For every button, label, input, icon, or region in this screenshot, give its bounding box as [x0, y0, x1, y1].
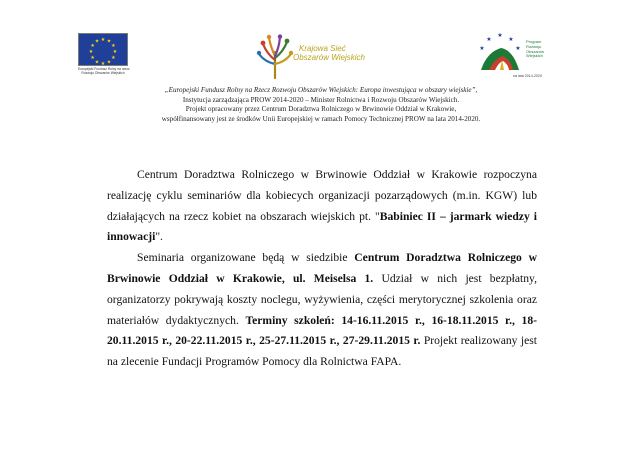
svg-text:★: ★	[106, 59, 112, 65]
prow-line: Obszarów	[526, 48, 545, 54]
eu-flag-icon	[78, 33, 128, 66]
svg-text:★: ★	[90, 43, 95, 49]
svg-text:★: ★	[479, 45, 485, 52]
svg-text:★: ★	[88, 49, 94, 55]
eu-caption	[78, 67, 128, 75]
svg-text:★: ★	[94, 59, 100, 65]
ksow-line: Krajowa Sieć	[299, 44, 346, 53]
svg-text:★: ★	[106, 38, 112, 45]
announcement-body	[107, 165, 537, 373]
details-text: Seminaria organizowane będą w siedzibie	[137, 251, 355, 265]
eu-caption-line: Europejski Fundusz Rolny na rzecz	[78, 67, 130, 71]
prow-line: Program	[526, 39, 542, 44]
svg-text:★: ★	[90, 55, 95, 61]
svg-text:★: ★	[111, 55, 116, 61]
ksow-logo	[255, 34, 375, 80]
ksow-wordmark	[293, 44, 365, 62]
eu-caption-line: Rozwoju Obszarów Wiejskich	[81, 71, 125, 75]
ksow-line: Obszarów Wiejskich	[293, 53, 365, 62]
svg-text:★: ★	[111, 43, 116, 49]
intro-end: ".	[155, 230, 163, 244]
header-line: „Europejski Fundusz Rolny na Rzecz Rozwoju Obszarów Wiejskich: Europa inwestująca w obszary wiejskie”,	[164, 86, 478, 94]
training-dates: Terminy szkoleń: 14-16.11.2015 r., 16-18.11.2015 r., 18-20.11.2015 r., 20-22.11.2015 r., 25-27.11.2015 r., 27-29.11.2015 r.	[107, 313, 537, 348]
svg-text:★: ★	[515, 45, 521, 52]
svg-text:★: ★	[100, 37, 106, 43]
header-line: Projekt opracowany przez Centrum Doradztwa Rolniczego w Brwinowie Oddział w Krakowie,	[185, 105, 457, 114]
header-line: Instytucja zarządzająca PROW 2014-2020 – Minister Rolnictwa i Rozwoju Obszarów Wiejskich.	[182, 95, 460, 104]
svg-text:★: ★	[486, 36, 492, 43]
prow-emblem-icon	[473, 30, 527, 74]
paragraph-intro	[107, 165, 537, 248]
funding-header	[60, 86, 582, 124]
eu-logo	[78, 33, 128, 79]
svg-text:★: ★	[508, 36, 514, 43]
svg-text:★: ★	[94, 38, 100, 45]
prow-caption: na lata 2014-2020	[513, 74, 542, 78]
prow-logo	[473, 30, 553, 80]
details-cost-text: Udział w nich jest bezpłatny, organizatorzy pokrywają koszty noclegu, wyżywienia, części merytorycznej szkolenia oraz materiałów dydaktycznych.	[107, 271, 538, 327]
ksow-emblem-icon	[255, 34, 295, 80]
header-line: współfinansowany jest ze środków Unii Europejskiej w ramach Pomocy Technicznej PROW na lata 2014-2020.	[161, 114, 481, 123]
prow-wordmark	[526, 40, 566, 59]
venue-address: Centrum Doradztwa Rolniczego w Brwinowie Oddział w Krakowie, ul. Meiselsa 1.	[107, 251, 537, 285]
paragraph-details	[107, 248, 537, 373]
prow-line: Rozwoju	[526, 43, 542, 49]
seminar-title: Babiniec II – jarmark wiedzy i innowacji	[107, 209, 537, 244]
intro-text: Centrum Doradztwa Rolniczego w Brwinowie Oddział w Krakowie rozpoczyna realizację cyklu seminariów dla kobiecych organizacji pozarządowych (m.in. KGW) lub działających na rzecz kobiet na obszarach wiejskich pt. "	[107, 168, 537, 223]
svg-text:★: ★	[112, 49, 118, 55]
prow-line: Wiejskich	[526, 53, 543, 59]
svg-text:★: ★	[497, 32, 503, 39]
details-sponsor-text: Projekt realizowany jest na zlecenie Fundacji Programów Pomocy dla Rolnictwa FAPA.	[107, 334, 537, 369]
svg-text:★: ★	[100, 61, 106, 65]
